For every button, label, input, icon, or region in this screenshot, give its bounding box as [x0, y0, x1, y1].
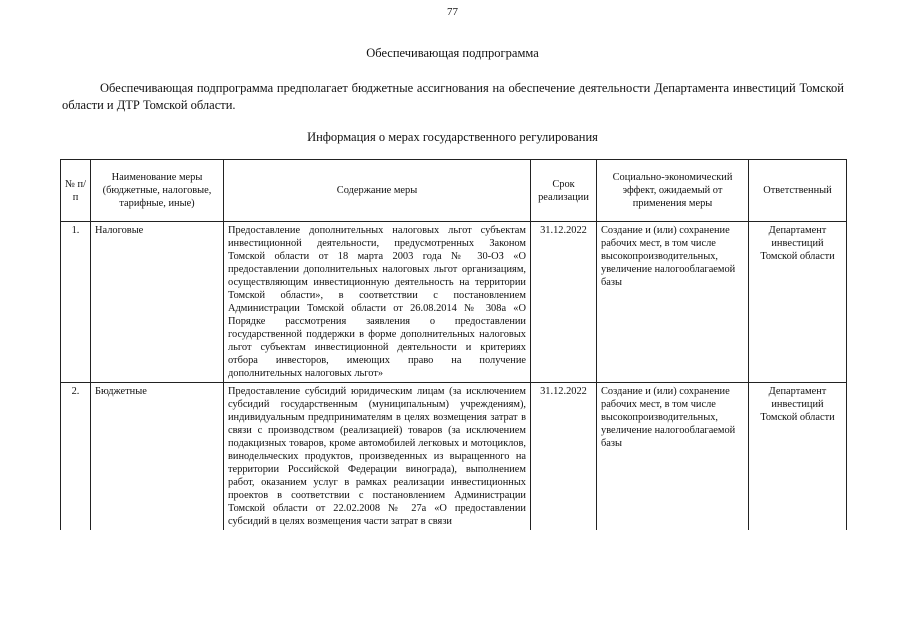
header-name: Наименование меры (бюджетные, налоговые, тарифные, иные)	[91, 160, 224, 222]
table-header-row	[61, 160, 847, 222]
intro-paragraph: Обеспечивающая подпрограмма предполагает бюджетные ассигнования на обеспечение деятельности Департамента инвестиций Томской области и ДТР Томской области.	[62, 81, 844, 112]
cell-num: 1.	[61, 222, 91, 383]
section-title: Обеспечивающая подпрограмма	[366, 46, 539, 60]
cell-content: Предоставление субсидий юридическим лицам (за исключением субсидий государственным (муниципальным) учреждениям), индивидуальным предпринимателям в целях возмещения затрат в связи с производством (реализацией) товаров (за исключением подакцизных товаров, кроме автомобилей легковых и мотоциклов, винодельческих продуктов, произведенных из выращенного на территории Российской Федерации винограда), выполнением работ, оказанием услуг в рамках реализации инвестиционных проектов в соответствии с постановлением Администрации Томской области от 22.02.2008 № 27а «О предоставлении субсидий в целях возмещения части затрат в связи	[224, 383, 531, 531]
cell-name: Бюджетные	[91, 383, 224, 531]
header-content: Содержание меры	[224, 160, 531, 222]
cell-num: 2.	[61, 383, 91, 531]
cell-effect: Создание и (или) сохранение рабочих мест, в том числе высокопроизводительных, увеличение налогооблагаемой базы	[597, 383, 749, 531]
table-row	[61, 222, 847, 383]
page-number: 77	[447, 6, 458, 18]
cell-responsible: Департамент инвестиций Томской области	[749, 222, 847, 383]
cell-responsible: Департамент инвестиций Томской области	[749, 383, 847, 531]
table-row	[61, 383, 847, 531]
cell-deadline: 31.12.2022	[531, 222, 597, 383]
header-responsible: Ответственный	[749, 160, 847, 222]
table-title: Информация о мерах государственного регулирования	[307, 130, 598, 144]
measures-table	[60, 159, 847, 530]
header-deadline: Срок реализации	[531, 160, 597, 222]
cell-effect: Создание и (или) сохранение рабочих мест, в том числе высокопроизводительных, увеличение налогооблагаемой базы	[597, 222, 749, 383]
cell-name: Налоговые	[91, 222, 224, 383]
cell-deadline: 31.12.2022	[531, 383, 597, 531]
cell-content: Предоставление дополнительных налоговых льгот субъектам инвестиционной деятельности, предусмотренных Законом Томской области от 18 марта 2003 года № 30-ОЗ «О предоставлении дополнительных налоговых льгот организациям, осуществляющим инвестиционную деятельность на территории Томской области», в соответствии с постановлением Администрации Томской области от 26.08.2014 № 308а «О Порядке рассмотрения заявления о предоставлении государственной поддержки в форме дополнительных налоговых льгот субъектам инвестиционной деятельности и критериях отбора инвесторов, имеющих право на получение дополнительных налоговых льгот»	[224, 222, 531, 383]
header-num: № п/п	[61, 160, 91, 222]
header-effect: Социально-экономический эффект, ожидаемый от применения меры	[597, 160, 749, 222]
